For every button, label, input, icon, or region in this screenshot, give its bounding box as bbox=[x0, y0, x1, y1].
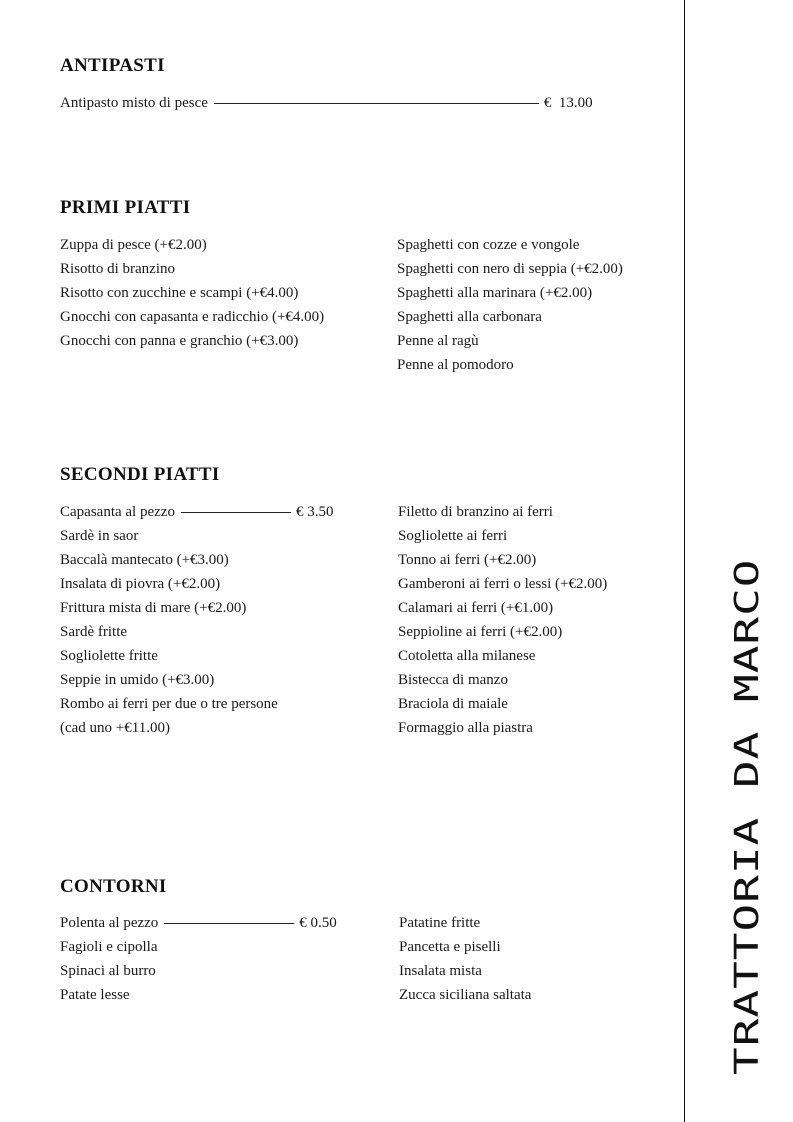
menu-item-price: € 3.50 bbox=[295, 504, 334, 520]
menu-item-price: € 13.00 bbox=[543, 95, 593, 111]
menu-item: (cad uno +€11.00) bbox=[60, 720, 170, 736]
menu-item: Gamberoni ai ferri o lessi (+€2.00) bbox=[398, 576, 608, 592]
menu-item: Risotto con zucchine e scampi (+€4.00) bbox=[60, 285, 299, 301]
menu-item: Spaghetti con cozze e vongole bbox=[397, 237, 580, 253]
menu-item: Gnocchi con panna e granchio (+€3.00) bbox=[60, 333, 299, 349]
menu-item: Sogliolette fritte bbox=[60, 648, 158, 664]
menu-item-name: Antipasto misto di pesce bbox=[60, 95, 208, 111]
menu-item: Tonno ai ferri (+€2.00) bbox=[398, 552, 537, 568]
dotted-leader bbox=[214, 103, 539, 104]
menu-item: Seppioline ai ferri (+€2.00) bbox=[398, 624, 563, 640]
menu-item: Sogliolette ai ferri bbox=[398, 528, 508, 544]
menu-item: Spaghetti alla carbonara bbox=[397, 309, 542, 325]
menu-item: Spinaci al burro bbox=[60, 963, 156, 979]
menu-item: Sardè fritte bbox=[60, 624, 128, 640]
menu-item: Cotoletta alla milanese bbox=[398, 648, 536, 664]
menu-item: Insalata di piovra (+€2.00) bbox=[60, 576, 221, 592]
menu-item: Risotto di branzino bbox=[60, 261, 175, 277]
menu-item: Patate lesse bbox=[60, 987, 130, 1003]
section-title-primi: PRIMI PIATTI bbox=[60, 197, 191, 218]
menu-item: Spaghetti con nero di seppia (+€2.00) bbox=[397, 261, 623, 277]
menu-item: Penne al pomodoro bbox=[397, 357, 514, 373]
menu-item: Baccalà mantecato (+€3.00) bbox=[60, 552, 229, 568]
menu-item-antipasto bbox=[60, 94, 593, 112]
menu-item: Fagioli e cipolla bbox=[60, 939, 158, 955]
menu-item: Filetto di branzino ai ferri bbox=[398, 504, 553, 520]
section-title-secondi: SECONDI PIATTI bbox=[60, 464, 220, 485]
menu-item: Spaghetti alla marinara (+€2.00) bbox=[397, 285, 593, 301]
menu-item: Sardè in saor bbox=[60, 528, 139, 544]
menu-item: Frittura mista di mare (+€2.00) bbox=[60, 600, 247, 616]
menu-item: Zuppa di pesce (+€2.00) bbox=[60, 237, 207, 253]
menu-item: Seppie in umido (+€3.00) bbox=[60, 672, 215, 688]
menu-item-name: Polenta al pezzo bbox=[60, 915, 159, 931]
menu-item: Pancetta e piselli bbox=[399, 939, 501, 955]
menu-item-capasanta bbox=[60, 503, 333, 521]
menu-item: Bistecca di manzo bbox=[398, 672, 508, 688]
dotted-leader bbox=[181, 512, 291, 513]
menu-item: Insalata mista bbox=[399, 963, 482, 979]
section-title-antipasti: ANTIPASTI bbox=[60, 55, 165, 76]
section-title-contorni: CONTORNI bbox=[60, 876, 167, 897]
menu-item: Calamari ai ferri (+€1.00) bbox=[398, 600, 554, 616]
dotted-leader bbox=[164, 923, 294, 924]
menu-item-polenta bbox=[60, 914, 337, 932]
menu-item: Gnocchi con capasanta e radicchio (+€4.00) bbox=[60, 309, 325, 325]
menu-item: Zucca siciliana saltata bbox=[399, 987, 532, 1003]
menu-item-price: € 0.50 bbox=[299, 915, 337, 931]
restaurant-name: TRATTORIA DA MARCO bbox=[727, 558, 766, 1075]
vertical-divider bbox=[684, 0, 685, 1122]
menu-item: Penne al ragù bbox=[397, 333, 479, 349]
menu-item: Rombo ai ferri per due o tre persone bbox=[60, 696, 278, 712]
menu-item-name: Capasanta al pezzo bbox=[60, 504, 175, 520]
menu-item: Braciola di maiale bbox=[398, 696, 508, 712]
menu-item: Patatine fritte bbox=[399, 915, 481, 931]
menu-item: Formaggio alla piastra bbox=[398, 720, 533, 736]
